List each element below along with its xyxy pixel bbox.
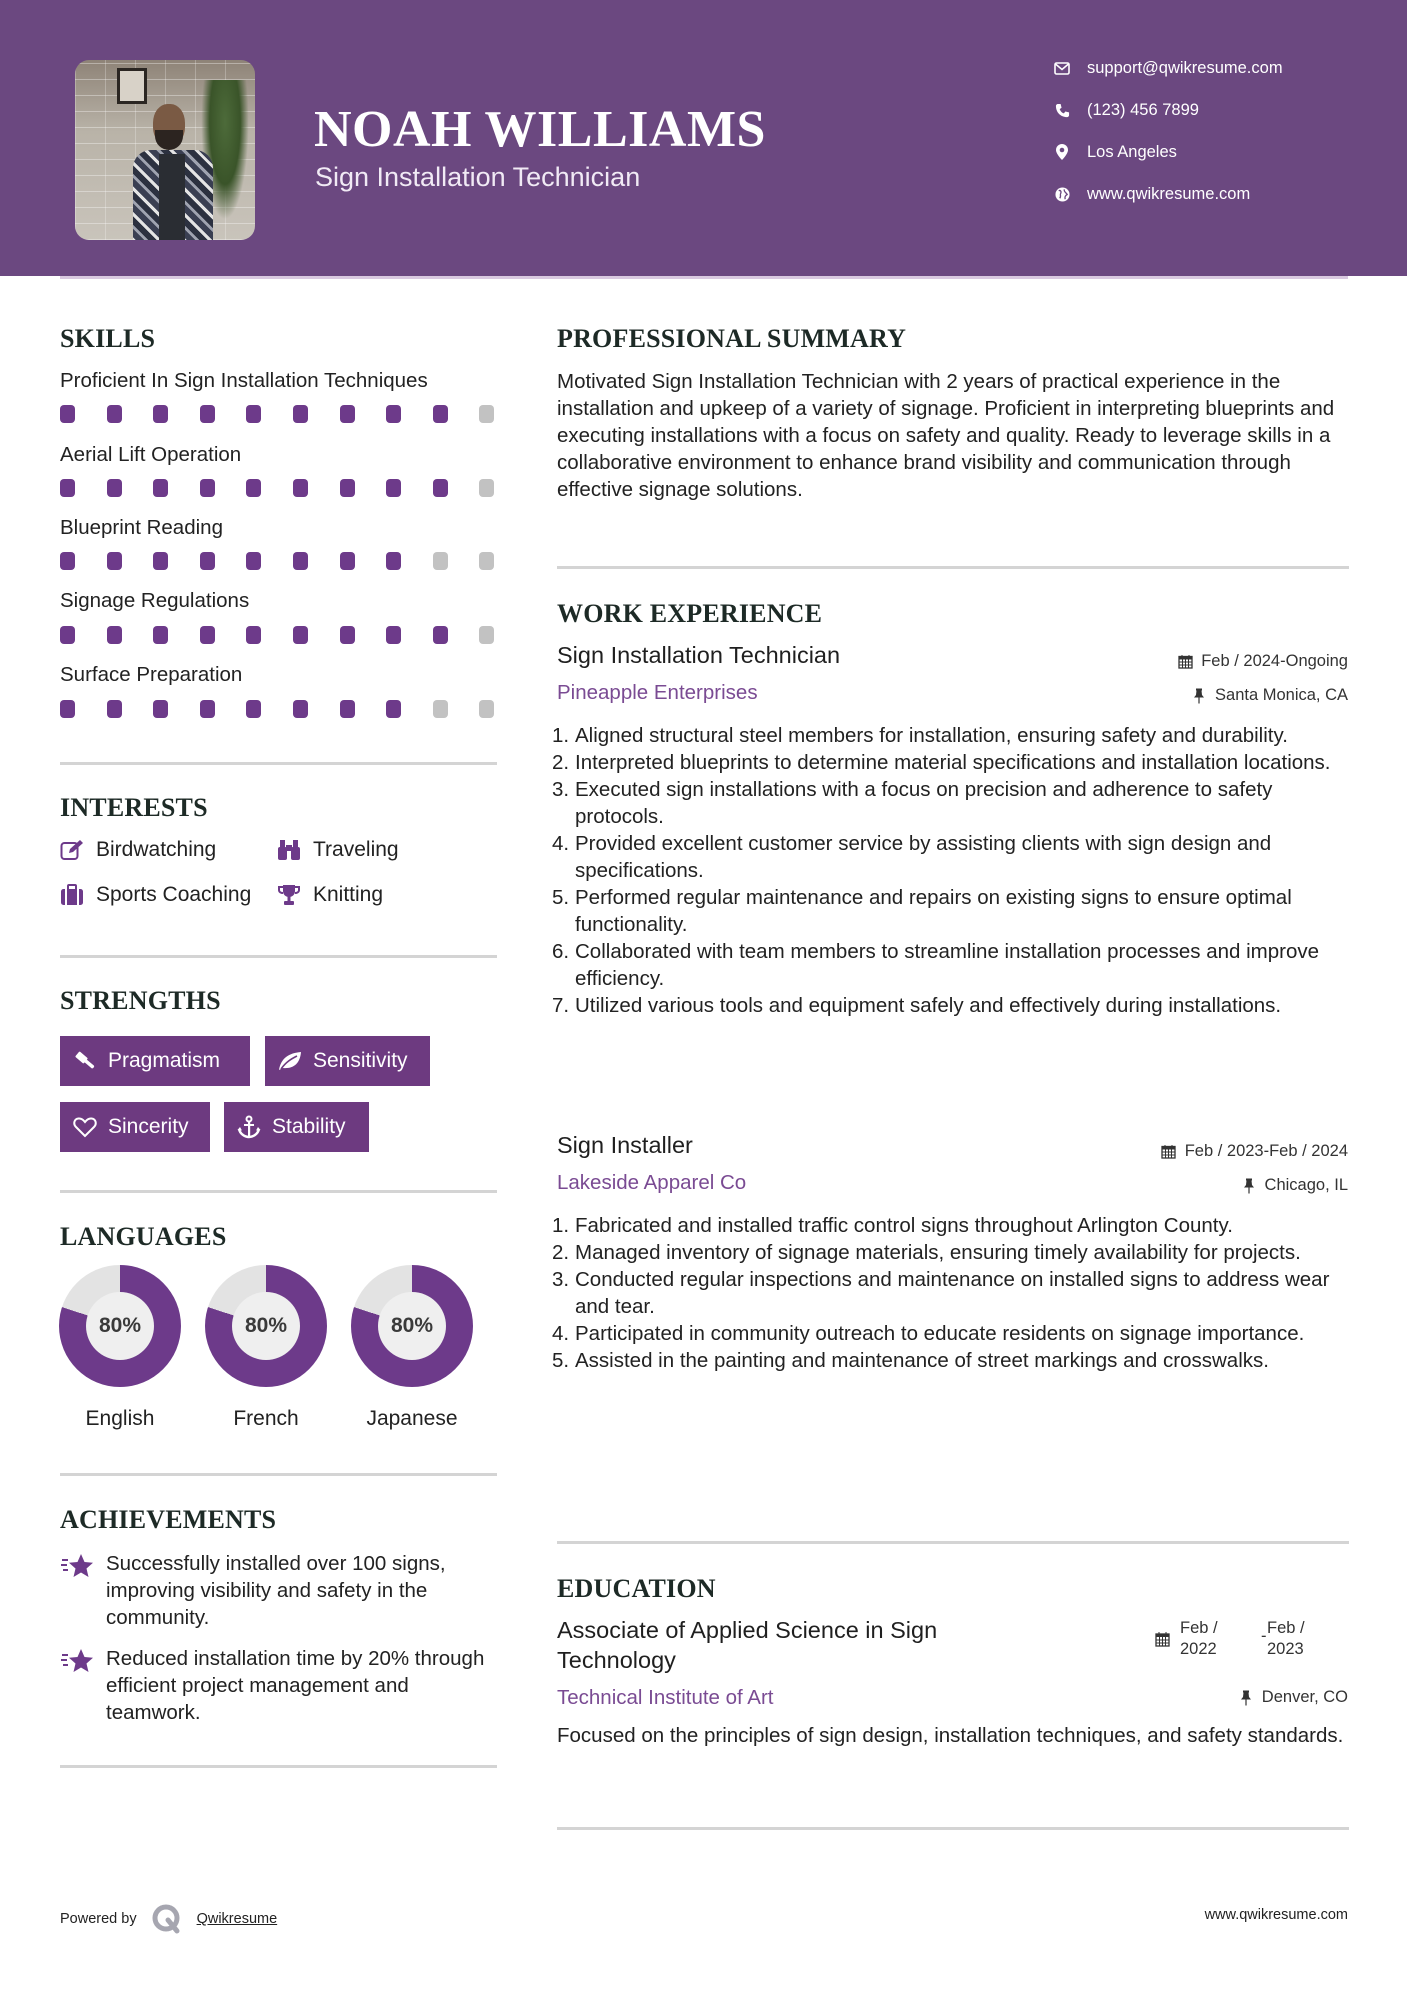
skill-label: Signage Regulations	[60, 589, 250, 612]
job-dates-text: Feb / 2023-Feb / 2024	[1184, 1142, 1348, 1160]
edu-start-year: 2022	[1180, 1640, 1217, 1658]
responsibility-text: Assisted in the painting and maintenance of street markings and crosswalks.	[575, 1349, 1269, 1372]
strength-label: Sensitivity	[313, 1049, 408, 1072]
skill-rating	[60, 700, 500, 718]
skill-dot-filled	[340, 552, 355, 570]
contact-phone-text: (123) 456 7899	[1087, 100, 1199, 119]
interest-item	[60, 838, 216, 862]
skill-dot-filled	[107, 479, 122, 497]
responsibility-text: Executed sign installations with a focus on precision and adherence to safety protocols.	[575, 778, 1273, 828]
list-number: 1.	[552, 724, 570, 747]
skills-heading: SKILLS	[60, 324, 156, 353]
contact-location-text: Los Angeles	[1087, 142, 1177, 161]
responsibility-item	[552, 992, 1352, 1019]
language-progress-ring	[59, 1265, 181, 1387]
responsibility-text: Participated in community outreach to educate residents on signage importance.	[575, 1322, 1305, 1345]
job-location	[1241, 1176, 1348, 1195]
responsibility-text: Collaborated with team members to streamline installation processes and improve efficiency.	[575, 940, 1320, 990]
skill-dot-filled	[246, 552, 261, 570]
skill-dot-filled	[60, 405, 75, 423]
responsibility-item	[552, 749, 1352, 776]
skill-dot-filled	[246, 479, 261, 497]
summary-heading: PROFESSIONAL SUMMARY	[557, 324, 907, 353]
leaf-icon	[277, 1048, 303, 1074]
list-number: 7.	[552, 994, 570, 1017]
language-percent: 80%	[86, 1292, 154, 1360]
skill-dot-filled	[107, 626, 122, 644]
skill-dot-filled	[340, 700, 355, 718]
candidate-name: NOAH WILLIAMS	[314, 101, 766, 158]
skill-dot-filled	[153, 479, 168, 497]
skill-rating	[60, 405, 500, 423]
list-number: 5.	[552, 886, 570, 909]
list-number: 4.	[552, 1322, 570, 1345]
section-divider	[60, 1765, 497, 1768]
interest-label: Knitting	[313, 883, 384, 906]
language-progress-ring	[205, 1265, 327, 1387]
profile-photo	[75, 60, 255, 240]
edit-icon	[60, 838, 84, 862]
language-item	[205, 1265, 327, 1431]
skill-dot-empty	[433, 700, 448, 718]
skill-dot-empty	[433, 552, 448, 570]
skill-dot-filled	[200, 405, 215, 423]
skill-dot-filled	[60, 479, 75, 497]
calendar-icon	[1161, 1144, 1177, 1160]
list-number: 3.	[552, 778, 570, 801]
calendar-icon	[1155, 1631, 1170, 1652]
skill-dot-empty	[479, 626, 494, 644]
skill-dot-filled	[200, 479, 215, 497]
job-dates-text: Feb / 2024-Ongoing	[1201, 652, 1348, 670]
suitcase-icon	[60, 883, 84, 907]
education-location-text: Denver, CO	[1261, 1688, 1348, 1706]
skill-dot-filled	[200, 626, 215, 644]
skill-dot-filled	[246, 700, 261, 718]
edu-date-separator: -	[1261, 1627, 1267, 1645]
language-item	[59, 1265, 181, 1431]
job-location	[1191, 686, 1348, 705]
contact-website-text: www.qwikresume.com	[1087, 184, 1251, 203]
responsibility-text: Interpreted blueprints to determine material specifications and installation locations.	[575, 751, 1331, 774]
section-divider	[557, 1827, 1349, 1830]
interest-label: Sports Coaching	[96, 883, 252, 906]
skill-dot-filled	[107, 700, 122, 718]
strength-label: Pragmatism	[108, 1049, 221, 1072]
list-number: 2.	[552, 1241, 570, 1264]
language-name: French	[233, 1407, 299, 1430]
edu-end-year: 2023	[1267, 1640, 1304, 1658]
interest-label: Traveling	[313, 838, 399, 861]
job-responsibilities	[552, 1212, 1352, 1374]
skill-dot-filled	[246, 405, 261, 423]
interest-label: Birdwatching	[96, 838, 217, 861]
achievement-text: Reduced installation time by 20% through efficient project management and teamwork.	[106, 1647, 485, 1724]
shooting-star-icon	[60, 1647, 94, 1677]
list-number: 6.	[552, 940, 570, 963]
skill-dot-filled	[153, 405, 168, 423]
responsibility-item	[552, 1347, 1352, 1374]
qwikresume-link[interactable]: Qwikresume	[196, 1911, 278, 1927]
job-company: Pineapple Enterprises	[557, 681, 758, 704]
skill-dot-filled	[107, 405, 122, 423]
qwikresume-logo-icon	[151, 1903, 183, 1935]
responsibility-item	[552, 1266, 1352, 1320]
pushpin-icon	[1238, 1690, 1254, 1706]
skill-dot-filled	[200, 700, 215, 718]
skill-label: Blueprint Reading	[60, 516, 223, 539]
pushpin-icon	[1191, 688, 1207, 704]
skill-dot-filled	[293, 700, 308, 718]
heart-icon	[72, 1114, 98, 1140]
responsibility-text: Aligned structural steel members for installation, ensuring safety and durability.	[575, 724, 1288, 747]
responsibility-text: Utilized various tools and equipment safely and effectively during installations.	[575, 994, 1282, 1017]
skill-dot-empty	[479, 405, 494, 423]
language-name: English	[85, 1407, 155, 1430]
list-number: 3.	[552, 1268, 570, 1291]
strengths-heading: STRENGTHS	[60, 986, 221, 1015]
interest-item	[277, 883, 383, 907]
achievement-item	[60, 1550, 500, 1631]
education-description: Focused on the principles of sign design, installation techniques, and safety standards.	[557, 1724, 1344, 1747]
list-number: 5.	[552, 1349, 570, 1372]
powered-by	[60, 1903, 277, 1935]
strength-label: Sincerity	[108, 1115, 189, 1138]
job-location-text: Santa Monica, CA	[1215, 686, 1348, 704]
pushpin-icon	[1241, 1178, 1257, 1194]
skill-dot-filled	[153, 700, 168, 718]
phone-icon	[1052, 100, 1072, 120]
powered-by-label: Powered by	[60, 1911, 137, 1927]
list-number: 4.	[552, 832, 570, 855]
contact-email-text: support@qwikresume.com	[1087, 58, 1283, 77]
skill-dot-empty	[479, 700, 494, 718]
responsibility-item	[552, 1239, 1352, 1266]
candidate-title: Sign Installation Technician	[315, 162, 641, 192]
skill-dot-filled	[433, 626, 448, 644]
interest-item	[60, 883, 251, 907]
language-name: Japanese	[366, 1407, 458, 1430]
map-marker-icon	[1052, 142, 1072, 162]
responsibility-item	[552, 830, 1352, 884]
strength-tag	[60, 1036, 250, 1086]
gavel-icon	[72, 1048, 98, 1074]
skill-dot-empty	[479, 479, 494, 497]
degree-line-1: Associate of Applied Science in Sign	[557, 1617, 938, 1643]
school-name: Technical Institute of Art	[557, 1686, 774, 1709]
section-divider	[60, 1473, 497, 1476]
edu-start-month: Feb /	[1180, 1619, 1218, 1637]
skill-dot-filled	[60, 700, 75, 718]
section-divider	[557, 566, 1349, 569]
skill-dot-filled	[246, 626, 261, 644]
edu-end-month: Feb /	[1267, 1619, 1305, 1637]
skill-dot-filled	[433, 479, 448, 497]
responsibility-text: Fabricated and installed traffic control signs throughout Arlington County.	[575, 1214, 1233, 1237]
skill-dot-filled	[386, 626, 401, 644]
skill-dot-filled	[153, 626, 168, 644]
skill-label: Surface Preparation	[60, 663, 243, 686]
skill-dot-filled	[293, 405, 308, 423]
responsibility-item	[552, 1212, 1352, 1239]
responsibility-text: Managed inventory of signage materials, ensuring timely availability for projects.	[575, 1241, 1301, 1264]
list-number: 2.	[552, 751, 570, 774]
binoculars-icon	[277, 838, 301, 862]
responsibility-text: Provided excellent customer service by assisting clients with sign design and specifications.	[575, 832, 1272, 882]
language-item	[351, 1265, 473, 1431]
responsibility-item	[552, 722, 1352, 749]
responsibility-text: Conducted regular inspections and maintenance on installed signs to address wear and tear.	[575, 1268, 1330, 1318]
job-role: Sign Installation Technician	[557, 642, 841, 668]
section-divider	[60, 762, 497, 765]
experience-heading: WORK EXPERIENCE	[557, 599, 823, 628]
skill-dot-filled	[293, 626, 308, 644]
language-progress-ring	[351, 1265, 473, 1387]
contact-location	[1050, 138, 1177, 166]
job-location-text: Chicago, IL	[1264, 1176, 1348, 1194]
achievement-text: Successfully installed over 100 signs, improving visibility and safety in the community.	[106, 1552, 446, 1629]
header-divider	[60, 276, 1348, 279]
envelope-icon	[1052, 58, 1072, 78]
skill-dot-filled	[60, 552, 75, 570]
responsibility-text: Performed regular maintenance and repairs on existing signs to ensure optimal functionality.	[575, 886, 1292, 936]
achievements-heading: ACHIEVEMENTS	[60, 1505, 277, 1534]
list-number: 1.	[552, 1214, 570, 1237]
skill-dot-filled	[386, 552, 401, 570]
strength-tag	[60, 1102, 210, 1152]
skill-dot-empty	[479, 552, 494, 570]
resume-header	[0, 0, 1407, 276]
strength-tag	[224, 1102, 369, 1152]
skill-dot-filled	[293, 479, 308, 497]
skill-rating	[60, 626, 500, 644]
degree-line-2: Technology	[557, 1647, 676, 1673]
anchor-icon	[236, 1114, 262, 1140]
languages-heading: LANGUAGES	[60, 1222, 227, 1251]
interest-item	[277, 838, 399, 862]
skill-dot-filled	[293, 552, 308, 570]
achievement-item	[60, 1645, 500, 1726]
footer-website[interactable]: www.qwikresume.com	[1204, 1907, 1348, 1923]
trophy-icon	[277, 883, 301, 907]
education-location	[1238, 1688, 1348, 1707]
job-role: Sign Installer	[557, 1132, 693, 1158]
skill-label: Aerial Lift Operation	[60, 443, 242, 466]
job-company: Lakeside Apparel Co	[557, 1171, 747, 1194]
contact-email[interactable]	[1050, 54, 1283, 82]
job-responsibilities	[552, 722, 1352, 1019]
skill-rating	[60, 552, 500, 570]
language-percent: 80%	[232, 1292, 300, 1360]
skill-dot-filled	[340, 626, 355, 644]
skill-dot-filled	[153, 552, 168, 570]
strength-tag	[265, 1036, 430, 1086]
responsibility-item	[552, 776, 1352, 830]
contact-phone[interactable]	[1050, 96, 1199, 124]
skill-dot-filled	[340, 479, 355, 497]
education-dates	[1155, 1618, 1355, 1664]
skill-dot-filled	[386, 700, 401, 718]
skill-rating	[60, 479, 500, 497]
skill-dot-filled	[386, 479, 401, 497]
skill-dot-filled	[386, 405, 401, 423]
skill-dot-filled	[60, 626, 75, 644]
job-dates	[1177, 652, 1348, 671]
education-heading: EDUCATION	[557, 1574, 716, 1603]
section-divider	[557, 1541, 1349, 1544]
section-divider	[60, 955, 497, 958]
skill-label: Proficient In Sign Installation Techniques	[60, 369, 428, 392]
skill-dot-filled	[200, 552, 215, 570]
job-dates	[1161, 1142, 1348, 1161]
shooting-star-icon	[60, 1552, 94, 1582]
language-percent: 80%	[378, 1292, 446, 1360]
responsibility-item	[552, 1320, 1352, 1347]
summary-text: Motivated Sign Installation Technician with 2 years of practical experience in the installation and upkeep of a variety of signage. Proficient in interpreting blueprints and executing installations with a focus on safety and quality. Ready to leverage skills in a collaborative environment to enhance brand visibility and communication through effective signage solutions.	[557, 370, 1335, 501]
responsibility-item	[552, 884, 1352, 938]
responsibility-item	[552, 938, 1352, 992]
contact-website[interactable]	[1050, 180, 1250, 208]
section-divider	[60, 1190, 497, 1193]
skill-dot-filled	[340, 405, 355, 423]
strength-label: Stability	[272, 1115, 346, 1138]
skill-dot-filled	[107, 552, 122, 570]
calendar-icon	[1177, 654, 1193, 670]
globe-icon	[1052, 184, 1072, 204]
skill-dot-filled	[433, 405, 448, 423]
interests-heading: INTERESTS	[60, 793, 208, 822]
